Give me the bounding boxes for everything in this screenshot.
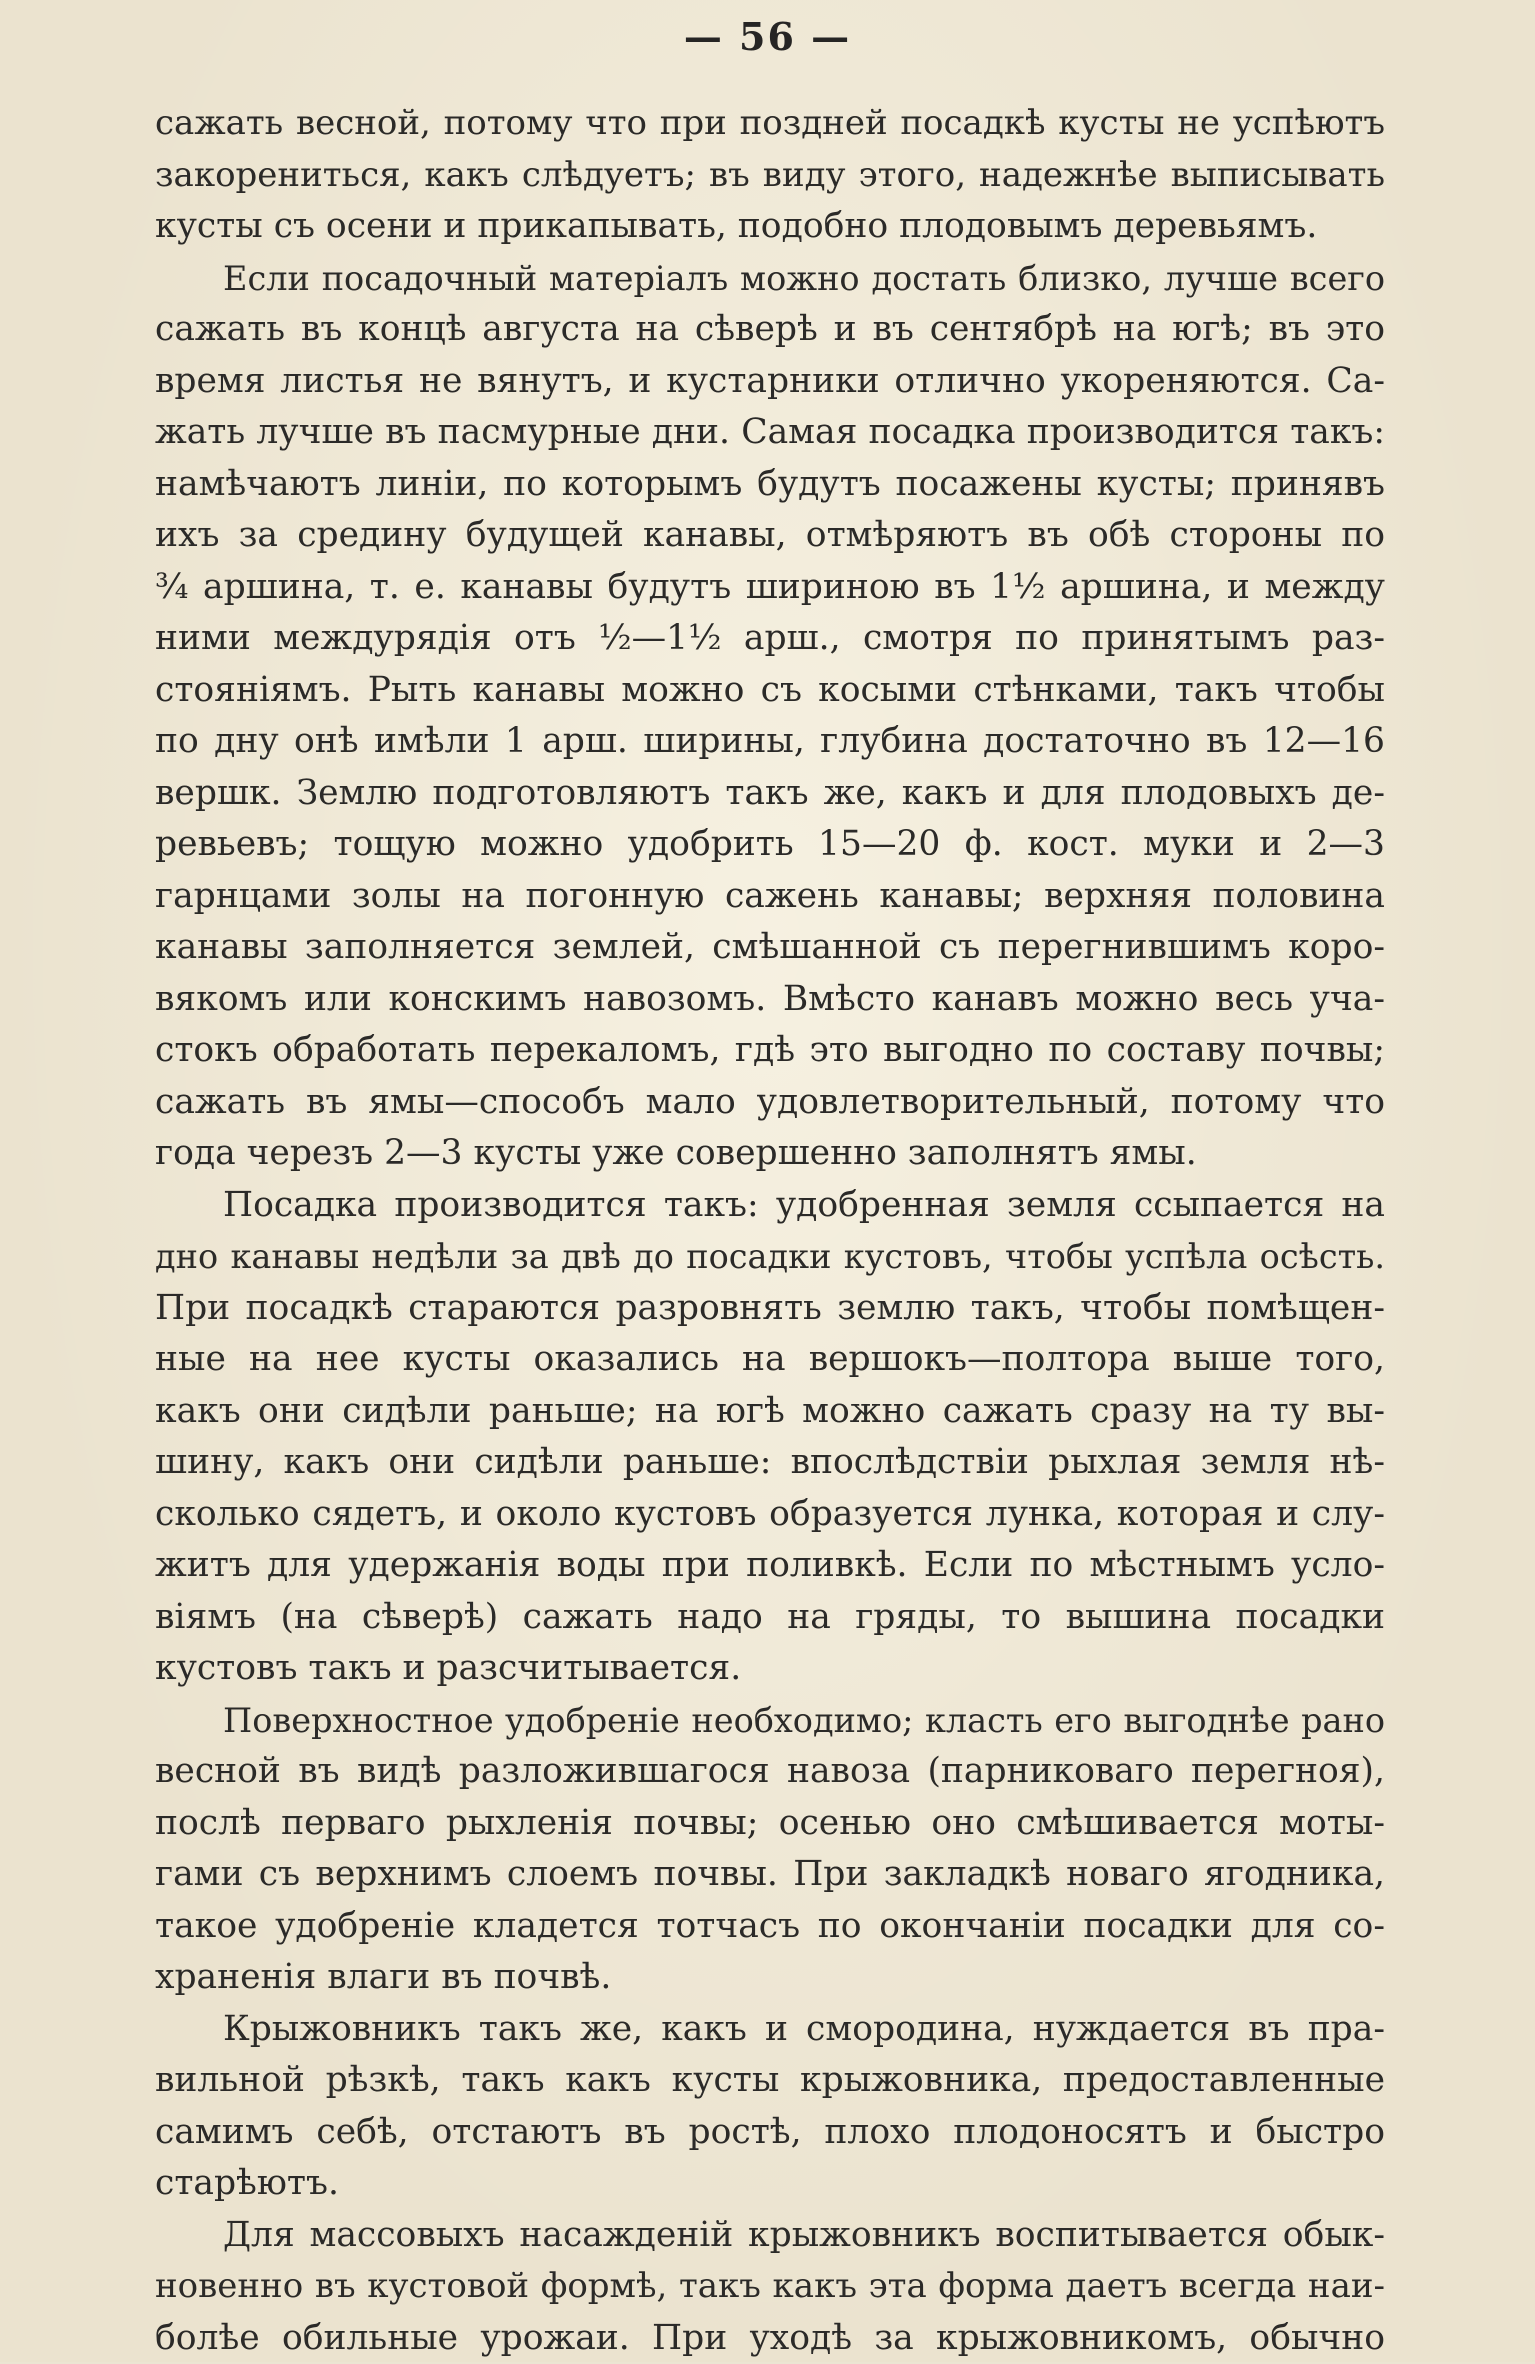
text-line: ные на нее кусты оказались на вершокъ—полтора выше того, [155,1334,1385,1386]
text-line: вершк. Землю подготовляютъ такъ же, какъ и для плодовыхъ де- [155,768,1385,820]
text-line: шину, какъ они сидѣли раньше: впослѣдствіи рыхлая земля нѣ- [155,1437,1385,1489]
text-line: такое удобреніе кладется тотчасъ по окончаніи посадки для со- [155,1901,1385,1953]
text-line: года черезъ 2—3 кусты уже совершенно заполнятъ ямы. [155,1128,1385,1180]
text-line: сажать въ концѣ августа на сѣверѣ и въ сентябрѣ на югѣ; въ это [155,304,1385,356]
text-line: сажать весной, потому что при поздней посадкѣ кусты не успѣютъ [155,98,1385,150]
text-line: закорениться, какъ слѣдуетъ; въ виду этого, надежнѣе выписывать [155,150,1385,202]
text-line: гами съ верхнимъ слоемъ почвы. При закладкѣ новаго ягодника, [155,1849,1385,1901]
text-line: по дну онѣ имѣли 1 арш. ширины, глубина достаточно въ 12—16 [155,716,1385,768]
text-line: какъ они сидѣли раньше; на югѣ можно сажать сразу на ту вы- [155,1386,1385,1438]
body-text [155,98,1385,2364]
text-line: Крыжовникъ такъ же, какъ и смородина, нуждается въ пра- [155,2004,1385,2056]
text-line: весной въ видѣ разложившагося навоза (парниковаго перегноя), [155,1746,1385,1798]
text-line: кустовъ такъ и разсчитывается. [155,1643,1385,1695]
text-line: Если посадочный матеріалъ можно достать близко, лучше всего [155,253,1385,305]
text-line: Поверхностное удобреніе необходимо; класть его выгоднѣе рано [155,1695,1385,1747]
text-line: самимъ себѣ, отстаютъ въ ростѣ, плохо плодоносятъ и быстро [155,2107,1385,2159]
text-line: віямъ (на сѣверѣ) сажать надо на гряды, то вышина посадки [155,1592,1385,1644]
text-line: стокъ обработать перекаломъ, гдѣ это выгодно по составу почвы; [155,1025,1385,1077]
text-line: намѣчаютъ линіи, по которымъ будутъ посажены кусты; принявъ [155,459,1385,511]
text-line: новенно въ кустовой формѣ, такъ какъ эта форма даетъ всегда наи- [155,2261,1385,2313]
text-line: сажать въ ямы—способъ мало удовлетворительный, потому что [155,1077,1385,1129]
text-line: канавы заполняется землей, смѣшанной съ перегнившимъ коро- [155,922,1385,974]
text-line: вильной рѣзкѣ, такъ какъ кусты крыжовника, предоставленные [155,2055,1385,2107]
text-line: ихъ за средину будущей канавы, отмѣряютъ въ обѣ стороны по [155,510,1385,562]
page-number: — 56 — [0,14,1535,59]
text-line: кусты съ осени и прикапывать, подобно плодовымъ деревьямъ. [155,201,1385,253]
text-line: ревьевъ; тощую можно удобрить 15—20 ф. кост. муки и 2—3 [155,819,1385,871]
text-line: дно канавы недѣли за двѣ до посадки кустовъ, чтобы успѣла осѣсть. [155,1231,1385,1283]
text-line: Для массовыхъ насажденій крыжовникъ воспитывается обык- [155,2210,1385,2262]
text-line: ними междурядія отъ ½—1½ арш., смотря по принятымъ раз- [155,613,1385,665]
text-line: жать лучше въ пасмурные дни. Самая посадка производится такъ: [155,407,1385,459]
text-line: гарнцами золы на погонную сажень канавы; верхняя половина [155,871,1385,923]
text-line: стояніямъ. Рыть канавы можно съ косыми стѣнками, такъ чтобы [155,665,1385,717]
text-line: старѣютъ. [155,2158,1385,2210]
text-line: вякомъ или конскимъ навозомъ. Вмѣсто канавъ можно весь уча- [155,974,1385,1026]
text-line: Посадка производится такъ: удобренная земля ссыпается на [155,1180,1385,1232]
text-line: болѣе обильные урожаи. При уходѣ за крыжовникомъ, обычно [155,2313,1385,2364]
text-line: житъ для удержанія воды при поливкѣ. Если по мѣстнымъ усло- [155,1540,1385,1592]
text-line: время листья не вянутъ, и кустарники отлично укореняются. Са- [155,356,1385,408]
text-line: При посадкѣ стараются разровнять землю такъ, чтобы помѣщен- [155,1283,1385,1335]
text-line: сколько сядетъ, и около кустовъ образуется лунка, которая и слу- [155,1489,1385,1541]
text-line: храненія влаги въ почвѣ. [155,1952,1385,2004]
text-line: ¾ аршина, т. е. канавы будутъ шириною въ 1½ аршина, и между [155,562,1385,614]
text-line: послѣ перваго рыхленія почвы; осенью оно смѣшивается моты- [155,1798,1385,1850]
